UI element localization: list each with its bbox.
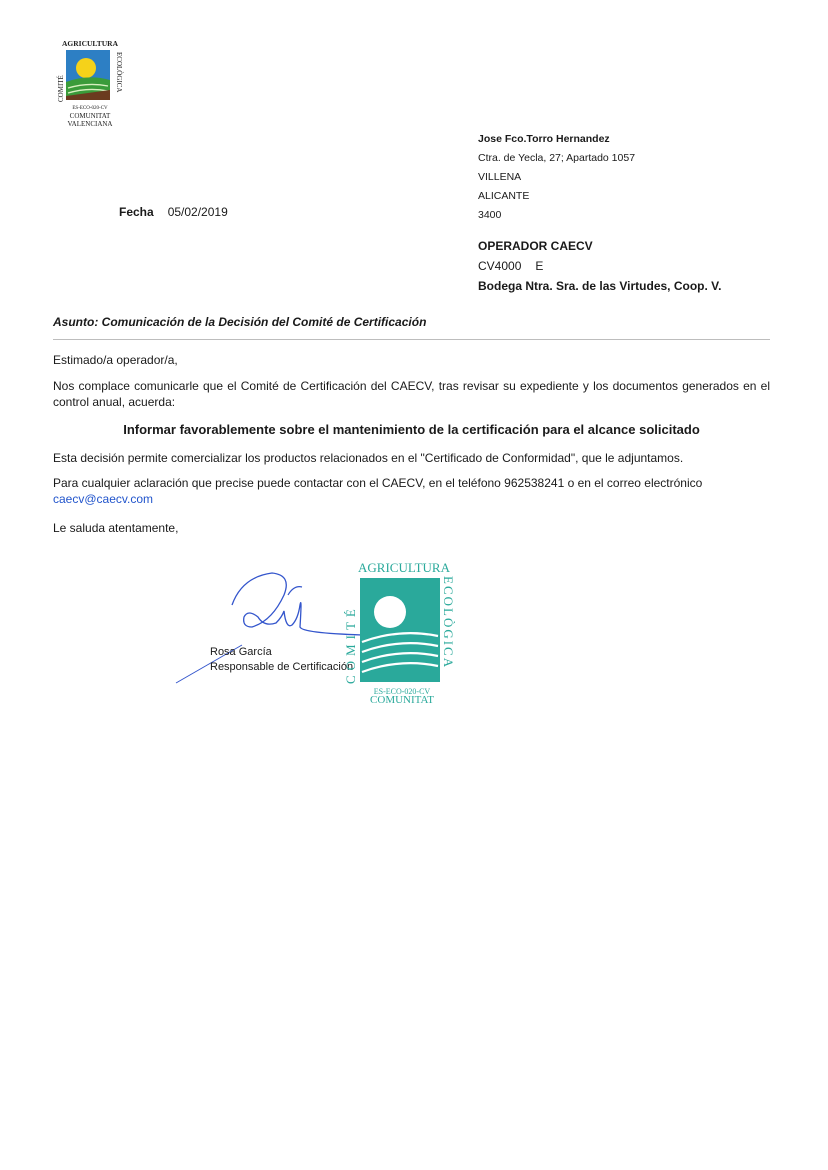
stamp-sun (374, 596, 406, 628)
decision-statement: Informar favorablemente sobre el mantenimiento de la certificación para el alcance solicitado (123, 422, 700, 437)
operator-letter: E (535, 259, 544, 273)
logo-left-text: COMITÉ (57, 75, 65, 102)
date-label: Fecha (119, 205, 154, 219)
caecv-logo (54, 38, 126, 130)
signatory-role: Responsable de Certificación (210, 661, 354, 673)
subject-divider (53, 339, 770, 340)
subject-line: Asunto: Comunicación de la Decisión del Comité de Certificación (53, 315, 427, 329)
recipient-province: ALICANTE (478, 190, 530, 202)
recipient-postal: 3400 (478, 209, 502, 221)
stamp-top-text: AGRICULTURA (358, 560, 450, 575)
operator-code: CV4000 (478, 259, 522, 273)
stamp-left-text: COMITÉ (343, 604, 358, 684)
stamp-field (360, 578, 440, 682)
signatory (210, 645, 353, 675)
closing: Le saluda atentamente, (53, 521, 179, 535)
logo-code: ES-ECO-020-CV (72, 106, 108, 111)
signatory-name: Rosa García (210, 646, 272, 658)
logo-right-text: ECOLÒGICA (115, 52, 123, 93)
recipient-city: VILLENA (478, 171, 522, 183)
commercialization-paragraph: Esta decisión permite comercializar los productos relacionados en el "Certificado de Conformidad", que le adjuntamos. (53, 451, 684, 465)
caecv-logo-graphic (54, 38, 126, 130)
stamp-graphic (340, 558, 460, 704)
email-link[interactable]: caecv@caecv.com (53, 492, 153, 506)
recipient-name: Jose Fco.Torro Hernandez (478, 133, 610, 145)
recipient-address (478, 130, 635, 225)
operator-company: Bodega Ntra. Sra. de las Virtudes, Coop. V. (478, 279, 722, 293)
date-line (119, 205, 228, 219)
recipient-street: Ctra. de Yecla, 27; Apartado 1057 (478, 152, 636, 164)
logo-top-text: AGRICULTURA (62, 39, 118, 48)
certification-stamp (340, 558, 460, 704)
operator-title: OPERADOR CAECV (478, 239, 593, 253)
operator-code-line (478, 256, 721, 276)
logo-bottom-1: COMUNITAT (69, 112, 111, 120)
operator-block (478, 236, 721, 296)
greeting: Estimado/a operador/a, (53, 353, 178, 367)
date-value: 05/02/2019 (167, 205, 228, 219)
logo-sun (76, 58, 96, 78)
contact-paragraph (53, 475, 770, 507)
contact-text: Para cualquier aclaración que precise puede contactar con el CAECV, en el teléfono 962538241 o en el correo electrónico (53, 476, 703, 490)
intro-paragraph: Nos complace comunicarle que el Comité de Certificación del CAECV, tras revisar su expediente y los documentos generados en el control anual, acuerda: (53, 379, 770, 409)
logo-bottom-2: VALENCIANA (67, 120, 113, 128)
stamp-code: ES-ECO-020-CV (373, 687, 431, 696)
stamp-bottom: COMUNITAT (370, 694, 434, 704)
stamp-right-text: ECOLÒGICA (441, 576, 456, 670)
